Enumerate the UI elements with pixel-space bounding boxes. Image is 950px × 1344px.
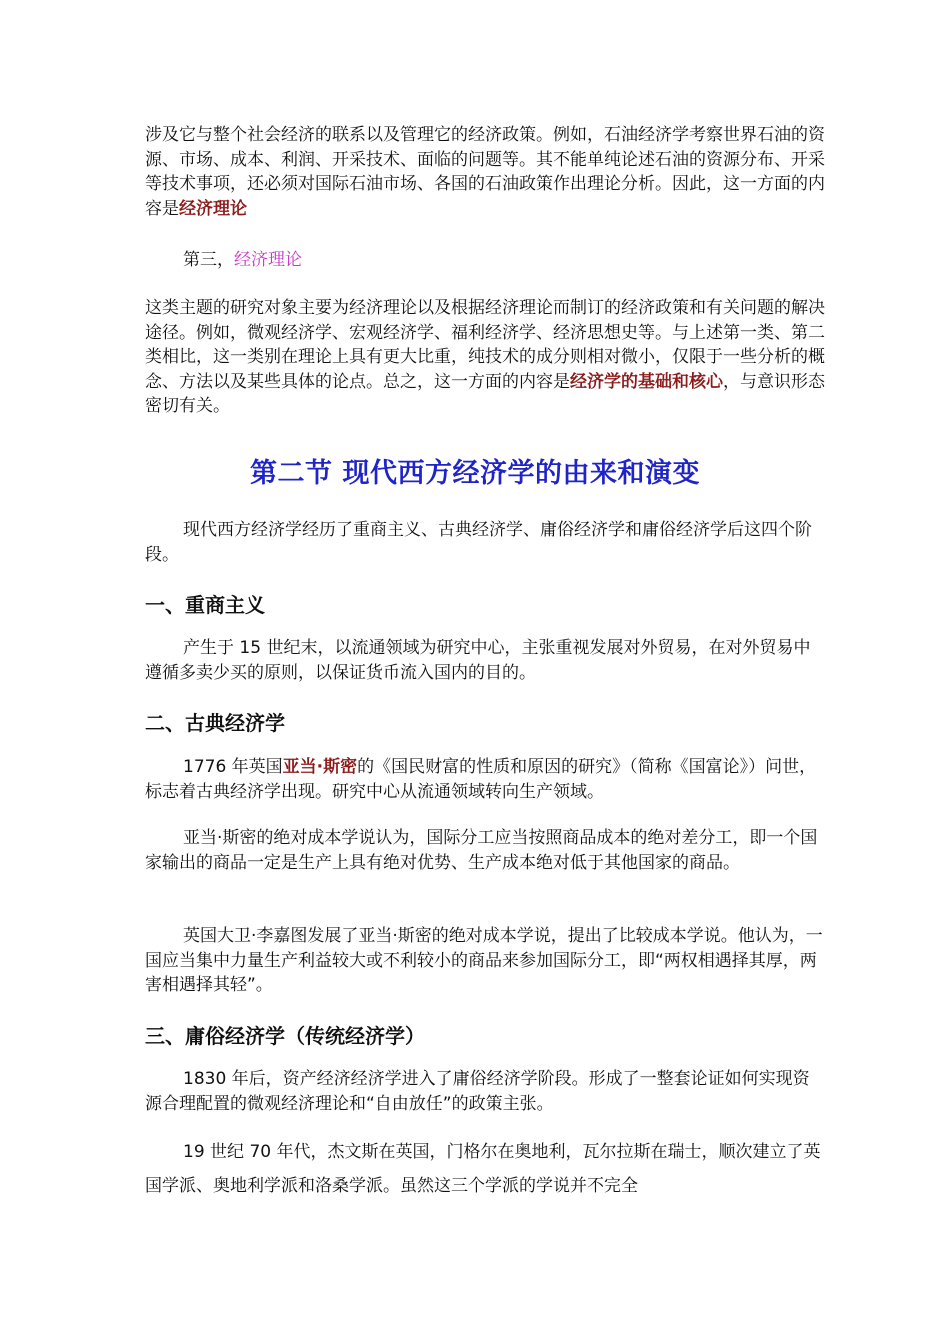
item-third	[145, 248, 825, 273]
paragraph-classical-2: 亚当·斯密的绝对成本学说认为，国际分工应当按照商品成本的绝对差分工，即一个国家输出的商品一定是生产上具有绝对优势、生产成本绝对低于其他国家的商品。	[145, 828, 818, 873]
item-third-prefix: 第三，	[183, 250, 234, 270]
item-third-label: 经济理论	[234, 250, 302, 270]
paragraph-vulgar-2: 19 世纪 70 年代，杰文斯在英国，门格尔在奥地利，瓦尔拉斯在瑞士，顺次建立了英国学派、奥地利学派和洛桑学派。虽然这三个学派的学说并不完全	[145, 1142, 821, 1196]
paragraph-text-end: 的《国民财富的性质和原因的研究》（简称《国富论》）问世，标志着古典经济学出现。研究中心从流通领域转向生产领域。	[145, 757, 817, 802]
heading-vulgar: 三、庸俗经济学（传统经济学）	[145, 1024, 425, 1048]
paragraph-text: 涉及它与整个社会经济的联系以及管理它的经济政策。例如，石油经济学考察世界石油的资源、市场、成本、利润、开采技术、面临的问题等。其不能单纯论述石油的资源分布、开采等技术事项，还必须对国际石油市场、各国的石油政策作出理论分析。因此，这一方面的内容是	[145, 125, 825, 219]
paragraph-text: 1776 年英国	[183, 757, 283, 777]
section-title: 第二节 现代西方经济学的由来和演变	[250, 458, 700, 489]
paragraph-text-end: ，与意识形态密切有关。	[145, 371, 825, 416]
highlight-core: 经济学的基础和核心	[570, 371, 723, 392]
heading-classical: 二、古典经济学	[145, 711, 285, 735]
paragraph-classical-3: 英国大卫·李嘉图发展了亚当·斯密的绝对成本学说，提出了比较成本学说。他认为，一国应当集中力量生产利益较大或不利较小的商品来参加国际分工，即“两权相遇择其厚，两害相遇择其轻”。	[145, 926, 823, 995]
heading-mercantilism: 一、重商主义	[145, 593, 265, 617]
paragraph-vulgar-1: 1830 年后，资产经济经济学进入了庸俗经济学阶段。形成了一整套论证如何实现资源合理配置的微观经济理论和“自由放任”的政策主张。	[145, 1069, 810, 1114]
paragraph-classical-1	[145, 755, 825, 804]
paragraph-intro: 现代西方经济学经历了重商主义、古典经济学、庸俗经济学和庸俗经济学后这四个阶段。	[145, 520, 812, 565]
highlight-adam-smith: 亚当·斯密	[282, 757, 358, 777]
highlight-economic-theory: 经济理论	[179, 198, 247, 219]
paragraph-theory-category	[145, 296, 825, 419]
paragraph-oil-economics	[145, 123, 825, 221]
paragraph-text: 这类主题的研究对象主要为经济理论以及根据经济理论而制订的经济政策和有关问题的解决途径。例如，微观经济学、宏观经济学、福利经济学、经济思想史等。与上述第一类、第二类相比，这一类别在理论上具有更大比重，纯技术的成分则相对微小，仅限于一些分析的概念、方法以及某些具体的论点。总之，这一方面的内容是	[145, 298, 825, 392]
paragraph-mercantilism: 产生于 15 世纪末，以流通领域为研究中心，主张重视发展对外贸易，在对外贸易中遵循多卖少买的原则，以保证货币流入国内的目的。	[145, 638, 811, 683]
